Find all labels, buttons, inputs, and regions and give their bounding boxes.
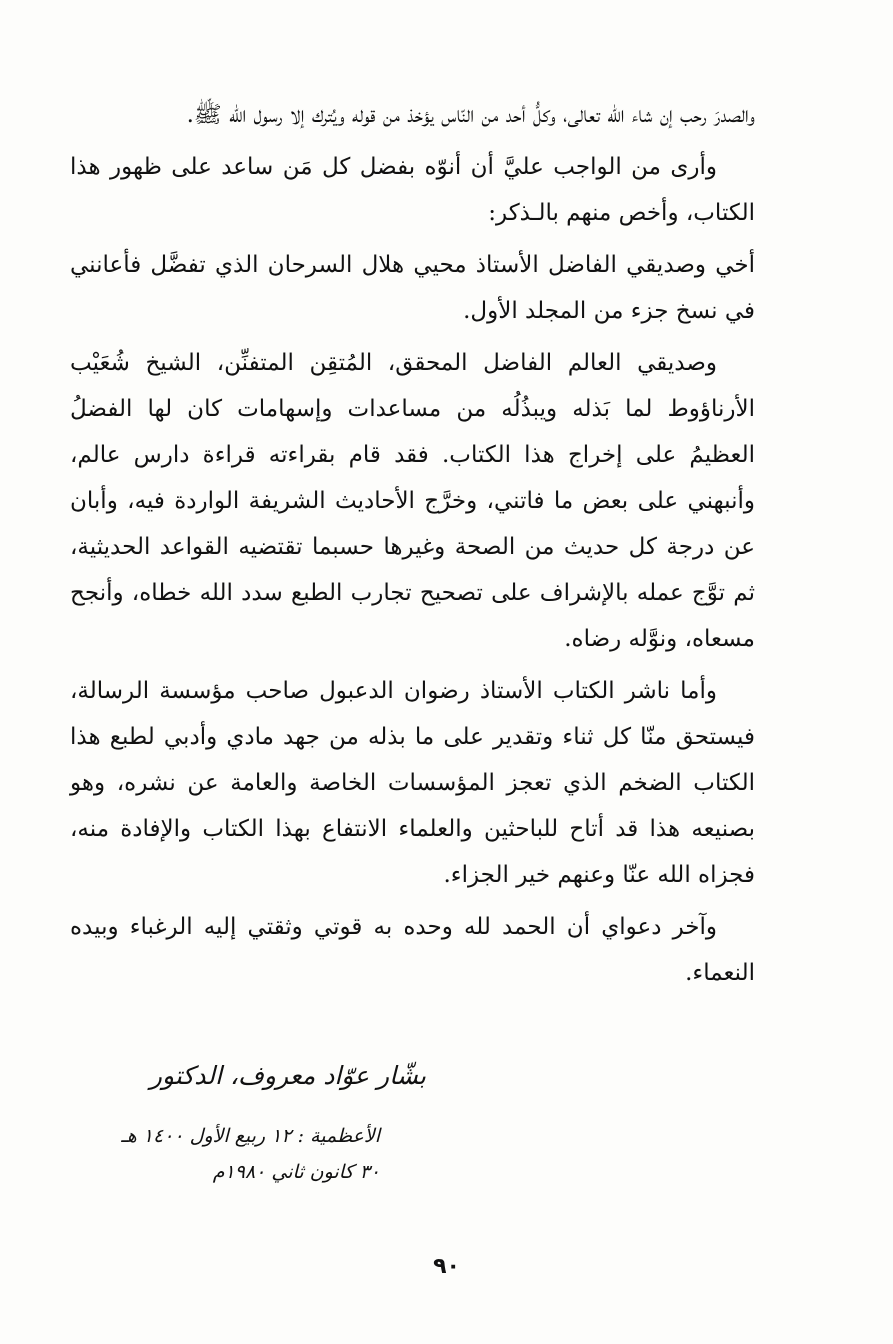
paragraph-6: وآخر دعواي أن الحمد لله وحده به قوتي وثقتي إليه الرغباء وبيده النعماء.	[70, 914, 755, 986]
author-signature: بشّار عوّاد معروف، الدكتور	[149, 1061, 426, 1090]
page-number: ٩٠	[433, 1254, 460, 1279]
gregorian-date: ٣٠ كانون ثاني ١٩٨٠م	[212, 1161, 380, 1183]
date-block	[80, 1118, 380, 1190]
paragraph-1: والصدرَ رحب إن شاء الله تعالى، وكلُّ أحد من النّاس يؤخذ من قوله ويُترك إلا رسول الله ﷺ.	[186, 102, 755, 128]
body-text	[70, 92, 755, 1002]
paragraph-2: وأرى من الواجب عليَّ أن أنوّه بفضل كل مَن ساعد على ظهور هذا الكتاب، وأخص منهم بالـذكر:	[70, 154, 755, 226]
paragraph-3: أخي وصديقي الفاضل الأستاذ محيي هلال السرحان الذي تفضَّل فأعانني في نسخ جزء من المجلد الأول.	[70, 252, 755, 324]
paragraph-4: وصديقي العالم الفاضل المحقق، المُتقِن المتفنِّن، الشيخ شُعَيْب الأرناؤوط لما بَذله ويبذُلُه من مساعدات وإسهامات كان لها الفضلُ العظيمُ على إخراج هذا الكتاب. فقد قام بقراءته قراءة دارس عالم، وأنبهني على بعض ما فاتني، وخرَّج الأحاديث الشريفة الواردة فيه، وأبان عن درجة كل حديث من الصحة وغيرها حسبما تقتضيه القواعد الحديثية، ثم توَّج عمله بالإشراف على تصحيح تجارب الطبع سدد الله خطاه، وأنجح مسعاه، ونوَّله رضاه.	[70, 350, 755, 652]
hijri-date: الأعظمية : ١٢ ربيع الأول ١٤٠٠ هـ	[121, 1125, 380, 1147]
paragraph-5: وأما ناشر الكتاب الأستاذ رضوان الدعبول صاحب مؤسسة الرسالة، فيستحق منّا كل ثناء وتقدير على ما بذله من جهد مادي وأدبي لطبع هذا الكتاب الضخم الذي تعجز المؤسسات الخاصة والعامة عن نشره، وهو بصنيعه هذا قد أتاح للباحثين والعلماء الانتفاع بهذا الكتاب والإفادة منه، فجزاه الله عنّا وعنهم خير الجزاء.	[70, 678, 755, 888]
